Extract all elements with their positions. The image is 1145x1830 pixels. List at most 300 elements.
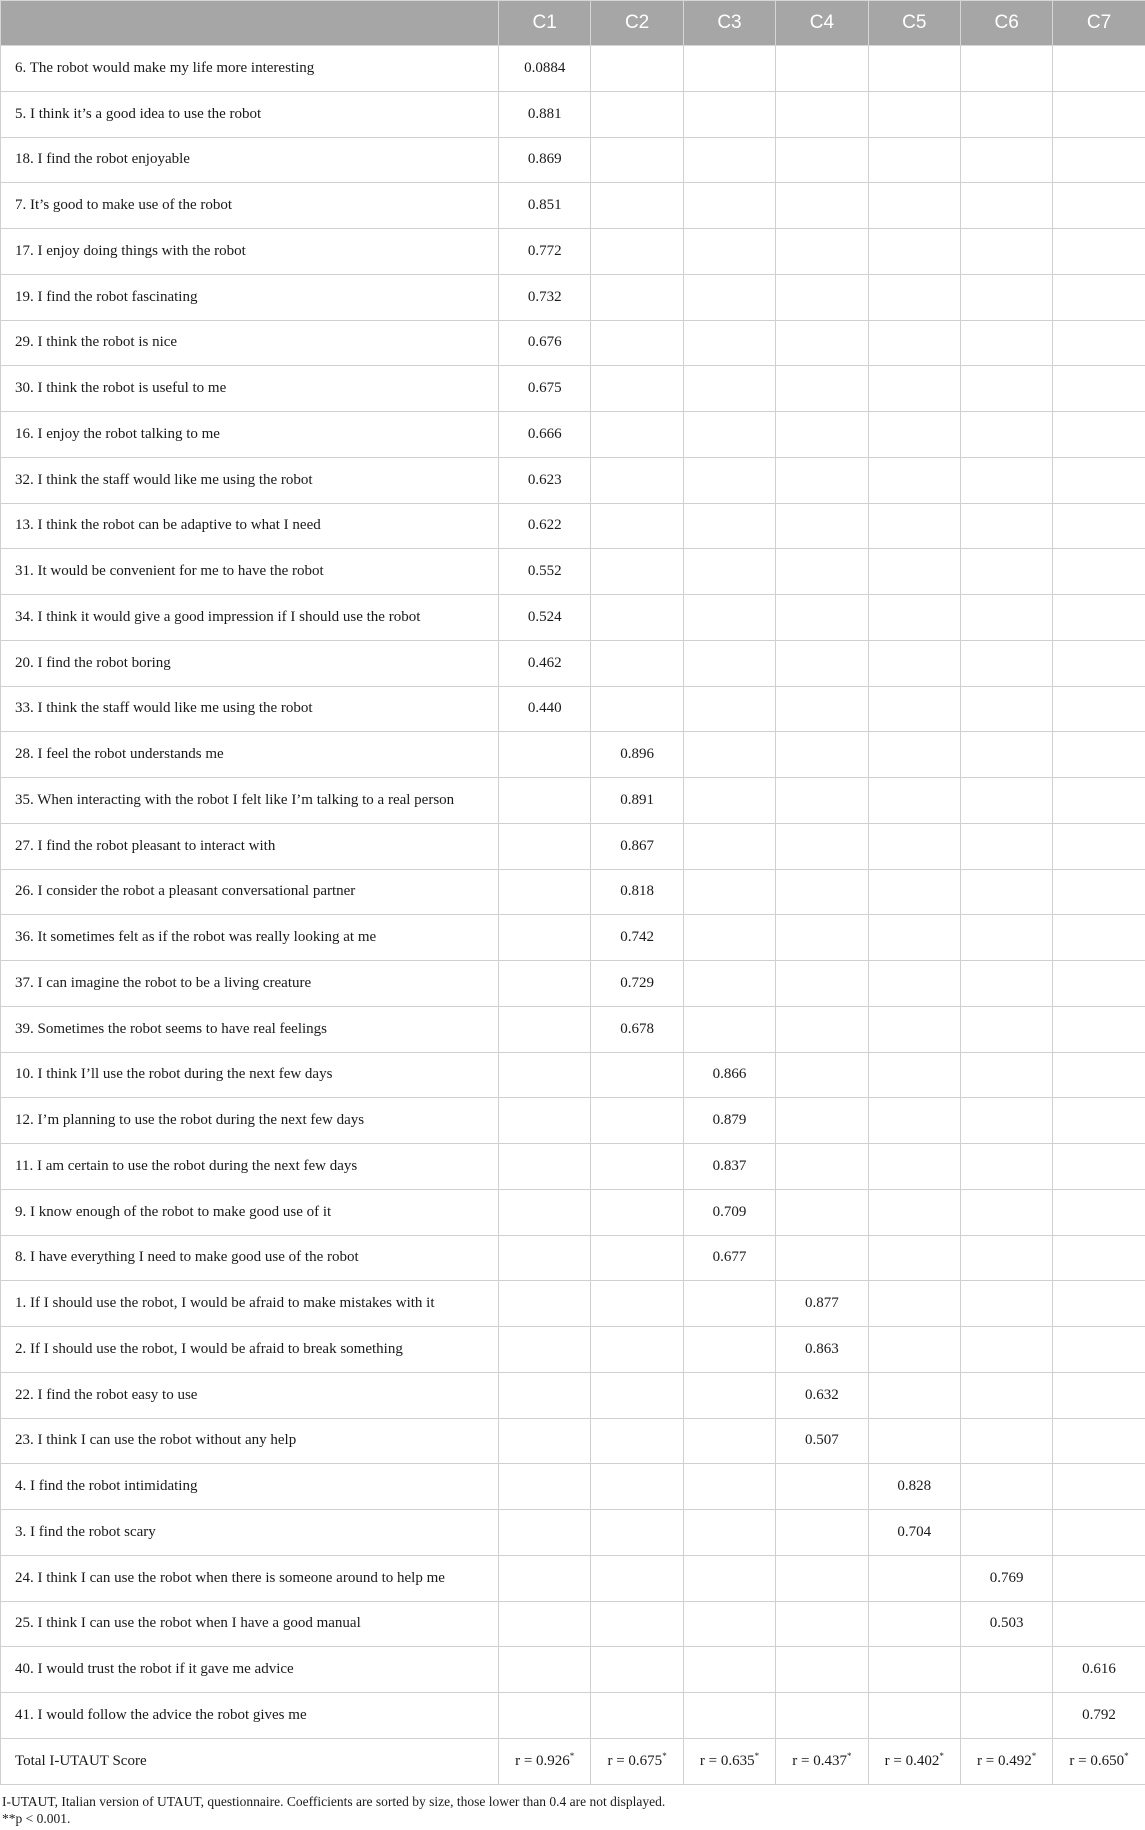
table-footnotes: [0, 1785, 1145, 1827]
loading-cell-c3: 0.866: [683, 1052, 775, 1098]
item-label: 18. I find the robot enjoyable: [1, 137, 499, 183]
loading-cell-c3: [683, 1647, 775, 1693]
loading-cell-c7: [1053, 274, 1145, 320]
loading-cell-c1: 0.676: [499, 320, 591, 366]
item-label: 19. I find the robot fascinating: [1, 274, 499, 320]
total-score-row: [1, 1738, 1145, 1784]
loading-cell-c1: 0.869: [499, 137, 591, 183]
item-label: 23. I think I can use the robot without any help: [1, 1418, 499, 1464]
loading-cell-c1: 0.666: [499, 412, 591, 458]
loading-cell-c1: 0.881: [499, 91, 591, 137]
loading-cell-c6: [960, 1510, 1052, 1556]
table-row: [1, 1098, 1145, 1144]
loading-cell-c7: [1053, 1144, 1145, 1190]
table-row: [1, 274, 1145, 320]
loading-cell-c5: [868, 229, 960, 275]
table-row: [1, 412, 1145, 458]
loading-cell-c2: [591, 1052, 683, 1098]
item-label: 26. I consider the robot a pleasant conversational partner: [1, 869, 499, 915]
loading-cell-c4: [776, 274, 868, 320]
table-row: [1, 1006, 1145, 1052]
loading-cell-c1: [499, 1372, 591, 1418]
loading-cell-c7: [1053, 732, 1145, 778]
loading-cell-c1: [499, 1464, 591, 1510]
total-score-label: Total I-UTAUT Score: [1, 1738, 499, 1784]
loading-cell-c7: [1053, 1006, 1145, 1052]
loading-cell-c1: 0.675: [499, 366, 591, 412]
header-c5: C5: [868, 1, 960, 46]
loading-cell-c7: [1053, 1372, 1145, 1418]
loading-cell-c5: [868, 961, 960, 1007]
loading-cell-c2: 0.896: [591, 732, 683, 778]
loading-cell-c4: [776, 549, 868, 595]
loading-cell-c2: [591, 1555, 683, 1601]
loading-cell-c6: [960, 1464, 1052, 1510]
loading-cell-c5: [868, 1144, 960, 1190]
header-c3: C3: [683, 1, 775, 46]
table-row: [1, 183, 1145, 229]
loading-cell-c6: [960, 640, 1052, 686]
loading-cell-c3: [683, 686, 775, 732]
table-row: [1, 320, 1145, 366]
loading-cell-c4: [776, 137, 868, 183]
loading-cell-c1: 0.851: [499, 183, 591, 229]
table-header: [1, 1, 1145, 46]
table-row: [1, 1372, 1145, 1418]
loading-cell-c6: [960, 1006, 1052, 1052]
item-label: 24. I think I can use the robot when there is someone around to help me: [1, 1555, 499, 1601]
loading-cell-c7: 0.616: [1053, 1647, 1145, 1693]
loading-cell-c3: [683, 549, 775, 595]
item-label: 16. I enjoy the robot talking to me: [1, 412, 499, 458]
loading-cell-c2: [591, 549, 683, 595]
loading-cell-c1: 0.552: [499, 549, 591, 595]
item-label: 5. I think it’s a good idea to use the robot: [1, 91, 499, 137]
table-row: [1, 823, 1145, 869]
total-score-c1: r = 0.926*: [499, 1738, 591, 1784]
loading-cell-c4: [776, 686, 868, 732]
loading-cell-c4: [776, 1052, 868, 1098]
loading-cell-c1: [499, 778, 591, 824]
loading-cell-c1: [499, 1281, 591, 1327]
loading-cell-c3: [683, 640, 775, 686]
loading-cell-c5: [868, 46, 960, 92]
loading-cell-c6: [960, 595, 1052, 641]
item-label: 40. I would trust the robot if it gave me advice: [1, 1647, 499, 1693]
loading-cell-c3: [683, 274, 775, 320]
loading-cell-c4: [776, 1006, 868, 1052]
loading-cell-c2: [591, 412, 683, 458]
loading-cell-c3: [683, 320, 775, 366]
item-label: 11. I am certain to use the robot during the next few days: [1, 1144, 499, 1190]
loading-cell-c2: [591, 1510, 683, 1556]
table-row: [1, 595, 1145, 641]
loading-cell-c5: [868, 1693, 960, 1739]
loading-cell-c4: [776, 1510, 868, 1556]
loading-cell-c3: [683, 1601, 775, 1647]
loading-cell-c7: [1053, 320, 1145, 366]
table-row: [1, 457, 1145, 503]
loading-cell-c3: [683, 46, 775, 92]
loading-cell-c5: [868, 1327, 960, 1373]
loading-cell-c4: 0.632: [776, 1372, 868, 1418]
header-c1: C1: [499, 1, 591, 46]
loading-cell-c5: [868, 595, 960, 641]
loading-cell-c7: [1053, 1464, 1145, 1510]
loading-cell-c4: 0.877: [776, 1281, 868, 1327]
table-row: [1, 1327, 1145, 1373]
loading-cell-c7: [1053, 503, 1145, 549]
loading-cell-c5: [868, 320, 960, 366]
item-label: 2. If I should use the robot, I would be afraid to break something: [1, 1327, 499, 1373]
item-label: 4. I find the robot intimidating: [1, 1464, 499, 1510]
loading-cell-c5: [868, 549, 960, 595]
total-score-c4: r = 0.437*: [776, 1738, 868, 1784]
loading-cell-c3: [683, 915, 775, 961]
loading-cell-c3: [683, 91, 775, 137]
item-label: 25. I think I can use the robot when I have a good manual: [1, 1601, 499, 1647]
loading-cell-c6: [960, 366, 1052, 412]
loading-cell-c4: [776, 229, 868, 275]
loading-cell-c6: [960, 503, 1052, 549]
table-row: [1, 1189, 1145, 1235]
loading-cell-c6: 0.769: [960, 1555, 1052, 1601]
loading-cell-c7: [1053, 686, 1145, 732]
item-label: 10. I think I’ll use the robot during the next few days: [1, 1052, 499, 1098]
loading-cell-c6: [960, 778, 1052, 824]
loading-cell-c6: [960, 320, 1052, 366]
loading-cell-c3: 0.879: [683, 1098, 775, 1144]
table-row: [1, 1647, 1145, 1693]
loading-cell-c3: [683, 457, 775, 503]
loading-cell-c6: [960, 137, 1052, 183]
table-row: [1, 778, 1145, 824]
loading-cell-c3: [683, 1510, 775, 1556]
loading-cell-c3: [683, 412, 775, 458]
total-score-c2: r = 0.675*: [591, 1738, 683, 1784]
loading-cell-c1: [499, 1098, 591, 1144]
item-label: 9. I know enough of the robot to make good use of it: [1, 1189, 499, 1235]
item-label: 41. I would follow the advice the robot gives me: [1, 1693, 499, 1739]
loading-cell-c2: [591, 686, 683, 732]
loading-cell-c1: [499, 1327, 591, 1373]
loading-cell-c2: [591, 1464, 683, 1510]
table-row: [1, 549, 1145, 595]
loading-cell-c2: 0.742: [591, 915, 683, 961]
table-row: [1, 640, 1145, 686]
loading-cell-c1: [499, 1006, 591, 1052]
loading-cell-c6: [960, 91, 1052, 137]
loading-cell-c7: [1053, 229, 1145, 275]
loading-cell-c7: [1053, 1052, 1145, 1098]
loading-cell-c2: [591, 1372, 683, 1418]
loading-cell-c7: [1053, 1098, 1145, 1144]
loading-cell-c5: [868, 1555, 960, 1601]
loading-cell-c2: [591, 91, 683, 137]
loading-cell-c5: [868, 1006, 960, 1052]
loading-cell-c3: [683, 1555, 775, 1601]
item-label: 36. It sometimes felt as if the robot was really looking at me: [1, 915, 499, 961]
table-row: [1, 137, 1145, 183]
loading-cell-c1: [499, 1418, 591, 1464]
loading-cell-c5: [868, 640, 960, 686]
loading-cell-c7: [1053, 869, 1145, 915]
loading-cell-c7: [1053, 1601, 1145, 1647]
loading-cell-c7: [1053, 1189, 1145, 1235]
loading-cell-c2: [591, 595, 683, 641]
loading-cell-c1: [499, 1601, 591, 1647]
table-row: [1, 1418, 1145, 1464]
loading-cell-c2: [591, 229, 683, 275]
table-row: [1, 229, 1145, 275]
table-row: [1, 1464, 1145, 1510]
loading-cell-c5: [868, 503, 960, 549]
loading-cell-c4: [776, 869, 868, 915]
footnote-abbreviation: I-UTAUT, Italian version of UTAUT, questionnaire. Coefficients are sorted by size, those lower than 0.4 are not displayed.: [2, 1793, 666, 1809]
loading-cell-c1: [499, 1647, 591, 1693]
loading-cell-c7: [1053, 1235, 1145, 1281]
loading-cell-c4: [776, 457, 868, 503]
loading-cell-c5: [868, 1098, 960, 1144]
loading-cell-c5: [868, 1601, 960, 1647]
loading-cell-c3: 0.677: [683, 1235, 775, 1281]
loading-cell-c4: [776, 1464, 868, 1510]
loading-cell-c5: [868, 1281, 960, 1327]
loading-cell-c7: [1053, 412, 1145, 458]
loading-cell-c5: 0.828: [868, 1464, 960, 1510]
loading-cell-c2: [591, 183, 683, 229]
loading-cell-c1: 0.462: [499, 640, 591, 686]
table-row: [1, 732, 1145, 778]
loading-cell-c2: [591, 137, 683, 183]
loading-cell-c1: 0.772: [499, 229, 591, 275]
loading-cell-c5: [868, 366, 960, 412]
loading-cell-c2: [591, 274, 683, 320]
loading-cell-c4: [776, 503, 868, 549]
total-score-c5: r = 0.402*: [868, 1738, 960, 1784]
loading-cell-c2: 0.818: [591, 869, 683, 915]
loading-cell-c2: [591, 366, 683, 412]
loading-cell-c2: [591, 1647, 683, 1693]
loading-cell-c3: [683, 366, 775, 412]
loading-cell-c6: [960, 412, 1052, 458]
loading-cell-c3: [683, 1006, 775, 1052]
loading-cell-c4: [776, 1144, 868, 1190]
loading-cell-c1: 0.0884: [499, 46, 591, 92]
loading-cell-c5: [868, 869, 960, 915]
loading-cell-c2: [591, 320, 683, 366]
loading-cell-c7: [1053, 46, 1145, 92]
loading-cell-c4: 0.863: [776, 1327, 868, 1373]
loading-cell-c7: [1053, 1510, 1145, 1556]
loading-cell-c4: [776, 732, 868, 778]
table-row: [1, 1601, 1145, 1647]
loading-cell-c6: [960, 915, 1052, 961]
loading-cell-c4: [776, 823, 868, 869]
loading-cell-c1: [499, 1144, 591, 1190]
loading-cell-c7: [1053, 640, 1145, 686]
item-label: 33. I think the staff would like me using the robot: [1, 686, 499, 732]
loading-cell-c3: [683, 183, 775, 229]
loading-cell-c2: [591, 1189, 683, 1235]
table-row: [1, 1693, 1145, 1739]
loading-cell-c3: 0.709: [683, 1189, 775, 1235]
loading-cell-c4: [776, 320, 868, 366]
loading-cell-c3: [683, 1418, 775, 1464]
loading-cell-c2: [591, 640, 683, 686]
loading-cell-c6: [960, 1235, 1052, 1281]
loading-cell-c1: [499, 1510, 591, 1556]
loading-cell-c1: 0.524: [499, 595, 591, 641]
loading-cell-c3: [683, 1327, 775, 1373]
loading-cell-c3: [683, 1464, 775, 1510]
item-label: 12. I’m planning to use the robot during the next few days: [1, 1098, 499, 1144]
loading-cell-c7: [1053, 549, 1145, 595]
item-label: 8. I have everything I need to make good use of the robot: [1, 1235, 499, 1281]
loading-cell-c5: [868, 778, 960, 824]
loading-cell-c6: [960, 274, 1052, 320]
loading-cell-c4: [776, 1235, 868, 1281]
table-row: [1, 1235, 1145, 1281]
loading-cell-c4: 0.507: [776, 1418, 868, 1464]
loading-cell-c3: [683, 732, 775, 778]
loading-cell-c1: [499, 1235, 591, 1281]
loading-cell-c6: [960, 823, 1052, 869]
loading-cell-c1: [499, 961, 591, 1007]
item-label: 3. I find the robot scary: [1, 1510, 499, 1556]
loading-cell-c6: [960, 1144, 1052, 1190]
loading-cell-c3: [683, 137, 775, 183]
loading-cell-c1: [499, 1693, 591, 1739]
table-row: [1, 91, 1145, 137]
loading-cell-c6: [960, 1372, 1052, 1418]
table-row: [1, 1144, 1145, 1190]
table-row: [1, 1052, 1145, 1098]
loading-cell-c2: [591, 1098, 683, 1144]
loading-cell-c1: [499, 1555, 591, 1601]
header-row: [1, 1, 1145, 46]
loading-cell-c4: [776, 1601, 868, 1647]
table-row: [1, 366, 1145, 412]
loading-cell-c2: [591, 457, 683, 503]
loading-cell-c4: [776, 183, 868, 229]
loading-cell-c2: [591, 1601, 683, 1647]
header-c6: C6: [960, 1, 1052, 46]
loading-cell-c6: [960, 46, 1052, 92]
loading-cell-c7: [1053, 823, 1145, 869]
header-c2: C2: [591, 1, 683, 46]
loading-cell-c1: 0.732: [499, 274, 591, 320]
loading-cell-c1: [499, 823, 591, 869]
header-c7: C7: [1053, 1, 1145, 46]
loading-cell-c4: [776, 1189, 868, 1235]
item-label: 28. I feel the robot understands me: [1, 732, 499, 778]
loading-cell-c2: [591, 1418, 683, 1464]
item-label: 35. When interacting with the robot I felt like I’m talking to a real person: [1, 778, 499, 824]
loading-cell-c2: 0.678: [591, 1006, 683, 1052]
loading-cell-c7: [1053, 1555, 1145, 1601]
item-label: 22. I find the robot easy to use: [1, 1372, 499, 1418]
loading-cell-c7: [1053, 457, 1145, 503]
loading-cell-c2: [591, 503, 683, 549]
item-label: 39. Sometimes the robot seems to have real feelings: [1, 1006, 499, 1052]
loading-cell-c6: [960, 183, 1052, 229]
item-label: 1. If I should use the robot, I would be afraid to make mistakes with it: [1, 1281, 499, 1327]
item-label: 27. I find the robot pleasant to interact with: [1, 823, 499, 869]
table-row: [1, 686, 1145, 732]
loading-cell-c7: [1053, 183, 1145, 229]
loading-cell-c5: [868, 1189, 960, 1235]
loading-cell-c2: 0.891: [591, 778, 683, 824]
loading-cell-c6: [960, 549, 1052, 595]
item-label: 6. The robot would make my life more interesting: [1, 46, 499, 92]
loading-cell-c6: [960, 869, 1052, 915]
loading-cell-c4: [776, 640, 868, 686]
loading-cell-c3: [683, 961, 775, 1007]
table-body: [1, 46, 1145, 1785]
loading-cell-c3: [683, 1281, 775, 1327]
item-label: 31. It would be convenient for me to have the robot: [1, 549, 499, 595]
loading-cell-c2: [591, 1235, 683, 1281]
total-score-c3: r = 0.635*: [683, 1738, 775, 1784]
item-label: 29. I think the robot is nice: [1, 320, 499, 366]
item-label: 13. I think the robot can be adaptive to what I need: [1, 503, 499, 549]
loading-cell-c4: [776, 778, 868, 824]
item-label: 30. I think the robot is useful to me: [1, 366, 499, 412]
total-score-c7: r = 0.650*: [1053, 1738, 1145, 1784]
loading-cell-c5: [868, 137, 960, 183]
table-row: [1, 503, 1145, 549]
loading-cell-c4: [776, 595, 868, 641]
loading-cell-c6: [960, 457, 1052, 503]
loading-cell-c4: [776, 1647, 868, 1693]
loading-cell-c6: [960, 1189, 1052, 1235]
loading-cell-c5: [868, 412, 960, 458]
loading-cell-c5: [868, 823, 960, 869]
loading-cell-c3: [683, 503, 775, 549]
loading-cell-c6: [960, 1052, 1052, 1098]
loading-cell-c2: [591, 1693, 683, 1739]
loading-cell-c5: [868, 274, 960, 320]
loading-cell-c5: [868, 915, 960, 961]
loading-cell-c4: [776, 91, 868, 137]
loading-cell-c2: 0.729: [591, 961, 683, 1007]
loading-cell-c5: [868, 457, 960, 503]
loading-cell-c5: [868, 1372, 960, 1418]
header-c4: C4: [776, 1, 868, 46]
loading-cell-c7: [1053, 595, 1145, 641]
loading-cell-c3: [683, 229, 775, 275]
item-label: 32. I think the staff would like me using the robot: [1, 457, 499, 503]
loading-cell-c1: [499, 915, 591, 961]
loading-cell-c5: [868, 732, 960, 778]
loading-cell-c7: [1053, 1281, 1145, 1327]
loading-cell-c4: [776, 366, 868, 412]
table-row: [1, 915, 1145, 961]
loading-cell-c7: 0.792: [1053, 1693, 1145, 1739]
loading-cell-c7: [1053, 1418, 1145, 1464]
table-row: [1, 46, 1145, 92]
loading-cell-c5: [868, 686, 960, 732]
loading-cell-c6: [960, 1281, 1052, 1327]
loading-cell-c7: [1053, 91, 1145, 137]
loading-cell-c4: [776, 412, 868, 458]
loading-cell-c3: [683, 1372, 775, 1418]
loading-cell-c2: [591, 1281, 683, 1327]
item-label: 20. I find the robot boring: [1, 640, 499, 686]
loading-cell-c4: [776, 46, 868, 92]
item-label: 34. I think it would give a good impression if I should use the robot: [1, 595, 499, 641]
